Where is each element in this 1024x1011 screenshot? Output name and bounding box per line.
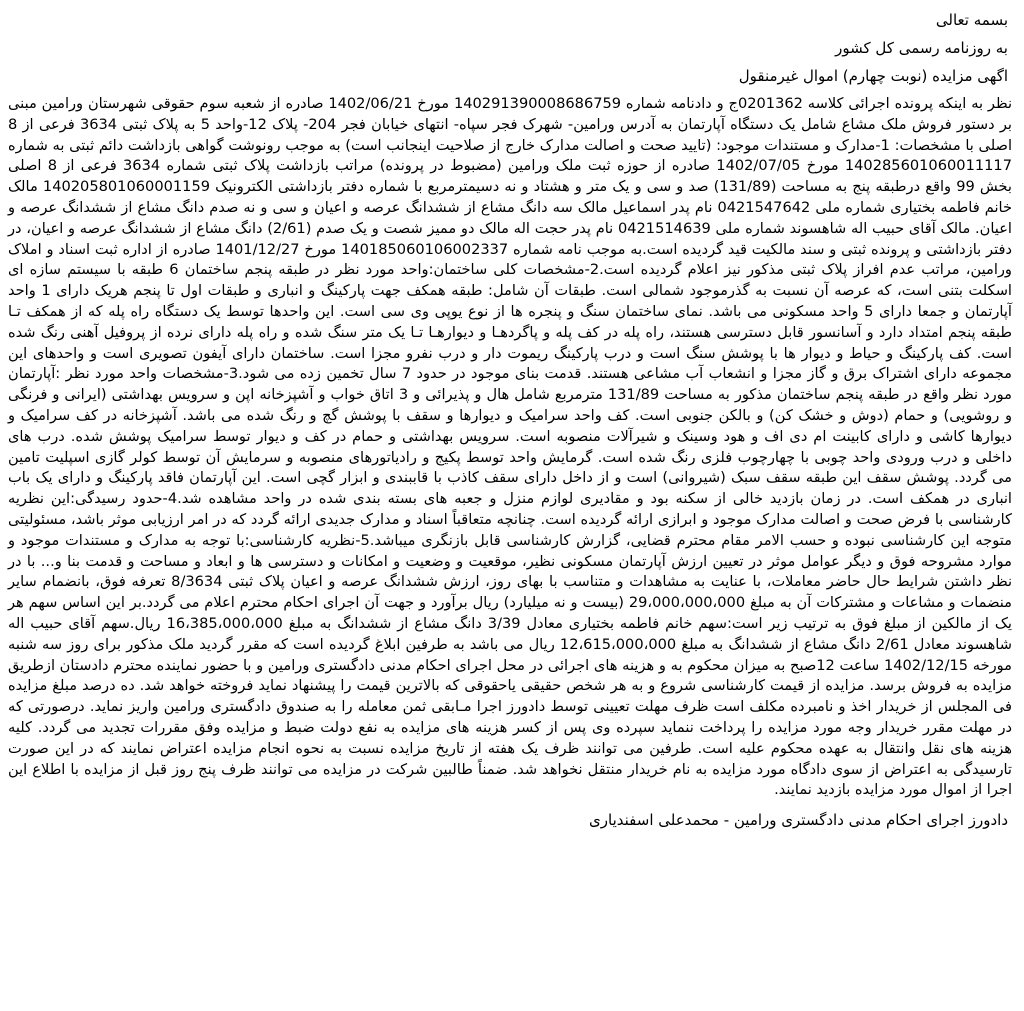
notice-body-text: نظر به اینکه پرونده اجرائی کلاسه 0201362ج و دادنامه شماره 140291390008686759 مورخ 1402/06/21 صادره از شعبه سوم حقوقی شهرستان ورامین مبنی بر دستور فروش ملک مشاع شامل یک دستگاه آپارتمان به آدرس ورامین- شهرک فجر سپاه- انتهای خیابان فجر 204- پلاک 12-واحد 5 به پلاک ثبتی 3634 فرعی از 8 اصلی با مشخصات: 1-مدارک و مستندات موجود: (تایید صحت و اصالت مدارک خارج از صلاحیت اینجانب است) به موجب رونوشت گواهی بازداشت دائم ثبتی به شماره 140285601060011117 مورخ 1402/07/05 صادره از حوزه ثبت ملک ورامین (مضبوط در پرونده) مراتب بازداشت پلاک ثبتی شماره 3634 فرعی از 8 اصلی بخش 99 واقع درطبقه پنج به مساحت (131/89) صد و سی و یک متر و هشتاد و نه دسیمترمربع با شماره دفتر بازداشتی الکترونیک 140205801060001159 مالک خانم فاطمه بختیاری شماره ملی 0421547642 نام پدر اسماعیل مالک سه دانگ مشاع از ششدانگ عرصه و اعیان و سی و نه صدم دانگ مشاع از ششدانگ عرصه و اعیان. مالک آقای حبیب اله شاهسوند شماره ملی 0421514639 نام پدر حجت اله مالک دو ممیز شصت و یک صدم (2/61) دانگ مشاع از ششدانگ عرصه و اعیان، در دفتر بازداشتی و پرونده ثبتی و سند مالکیت قید گردیده است.به موجب نامه شماره 140185060106002337 مورخ 1401/12/27 صادره از اداره ثبت اسناد و املاک ورامین، مراتب عدم افراز پلاک ثبتی مذکور نیز اعلام گردیده است.2-مشخصات کلی ساختمان:واحد مورد نظر در طبقه پنجم ساختمان 6 طبقه با سیستم سازه ای اسکلت بتنی است، که عرصه آن نسبت به گذرموجود شمالی است. طبقات آن شامل: طبقه همکف جهت پارکینگ و انباری و طبقات اول تا پنجم هریک دارای 1 واحد آپارتمان و جمعا دارای 5 واحد مسکونی می باشد. نمای ساختمان سنگ و پنجره ها از نوع یوپی وی سی است. این واحدها توسط یک دستگاه راه پله که از همکف تـا طبقه پنجم امتداد دارد و آسانسور قابل دسترسی هستند، راه پله در کف پله و پاگردهـا و دیوارهـا تـا یک متر سنگ شده و راه پله دارای نرده از پروفیل آهنی رنگ شده است. کف پارکینگ و حیاط و دیوار ها با پوشش سنگ است و درب پارکینگ ریموت دار و درب نفرو مجزا است. ساختمان دارای آیفون تصویری است و واحدهای این مجموعه دارای اشتراک برق و گاز مجزا و انشعاب آب مشاعی هستند. قدمت بنای موجود در حدود 7 سال تخمین زده می شود.3-مشخصات واحد مورد نظر :آپارتمان مورد نظر واقع در طبقه پنجم ساختمان مذکور به مساحت 131/89 مترمربع شامل هال و پذیرائی و 3 اتاق خواب و آشپزخانه اپن و سرویس بهداشتی (ایرانی و فرنگی و روشویی) و حمام (دوش و خشک کن) و بالکن جنوبی است. کف واحد سرامیک و دیوارها و سقف با پوشش گچ و رنگ شده می باشد. آشپزخانه در کف سرامیک و دیوارها کاشی و دارای کابینت ام دی اف و هود وسینک و شیرآلات منصوبه است. سرویس بهداشتی و حمام در کف و دیوار توسط سرامیک پوشش شده. درب های داخلی و درب ورودی واحد چوبی با چهارچوب فلزی رنگ شده است. گرمایش واحد توسط پکیج و رادیاتورهای منصوبه و سرمایش آن توسط کولر گازی اسپلیت تامین می گردد. پوشش سقف این طبقه سقف سبک (شیروانی) است و از داخل دارای سقف کاذب با قاببندی و ابزار گچی است. این آپارتمان فاقد پارکینگ و دارای یک باب انباری در همکف است. در زمان بازدید خالی از سکنه بود و مقادیری لوازم منزل و جعبه های بسته بندی شده در واحد مشاهده شد.4-حدود رسیدگی:این نظریه کارشناسی با فرض صحت و اصالت مدارک موجود و ابرازی ارائه گردیده است. چنانچه متعاقباً اسناد و مدارک جدیدی ارائه گردد که در امر ارزیابی موثر باشد، مسئولیتی متوجه این کارشناسی نبوده و حسب الامر مقام محترم قضایی، گزارش کارشناسی قابل بازنگری میباشد.5-نظریه کارشناسی:با توجه به مدارک و مستندات موجود و موارد مشروحه فوق و دیگر عوامل موثر در تعیین ارزش آپارتمان مسکونی نظیر، موقعیت و وضعیت و امکانات و دسترسی ها و ابعاد و مساحت و قدمت بنا و... با در نظر داشتن شرایط حال حاضر معاملات، با عنایت به مشاهدات و متناسب با بهای روز، ارزش ششدانگ عرصه و اعیان پلاک ثبتی 8/3634 تعرفه فوق، بانضمام سایر منضمات و مشاعات و مشترکات آن به مبلغ 29،000،000،000 (بیست و نه میلیارد) ریال برآورد و جهت آن اجرای احکام محترم اعلام می گردد.بر این اساس سهم هر یک از مالکین از مبلغ فوق به ترتیب زیر است:سهم خانم فاطمه بختیاری معادل 3/39 دانگ مشاع از ششدانگ به مبلغ 16،385،000،000 ریال.سهم آقای حبیب اله شاهسوند معادل 2/61 دانگ مشاع از ششدانگ به مبلغ 12،615،000،000 ریال می باشد به طرفین ابلاغ گردیده است که مقرر گردید ملک مذکور برای روز سه شنبه مورخه 1402/12/15 ساعت 12صبح به میزان محکوم به و هزینه های اجرائی در محل اجرای احکام مدنی دادگستری ورامین و با حضور نماینده محترم دادستان ازطریق مزایده به فروش برسد. مزایده از قیمت کارشناسی شروع و به هر شخص حقیقی یاحقوقی که بالاترین قیمت را پیشنهاد نماید فروخته خواهد شد. ده درصد مبلغ مزایده فی المجلس از خریدار اخذ و نامبرده مکلف است ظرف مهلت تعیینی توسط دادورز اجرا مـابقی ثمن معامله را به صندوق دادگستری ورامین واریز نماید. درصورتی که در مهلت مقرر خریدار وجه مورد مزایده را پرداخت ننماید سپرده وی پس از کسر هزینه های مزایده به نفع دولت ضبط و مزایده وفق مقررات تجدید می گردد. کلیه هزینه های نقل وانتقال به عهده محکوم علیه است. طرفین می توانند ظرف یک هفته از تاریخ مزایده نسبت به نحوه انجام مزایده اعتراض نمایند که در این صورت تارسیدگی به اعتراض از سوی دادگاه مورد مزایده به نام خریدار منتقل نخواهد شد. ضمناً طالبین شرکت در مزایده می توانند ظرف پنج روز قبل از مزایده با اطلاع این اجرا از اموال مورد مزایده بازدید نمایند. xyxy=(8,95,1013,799)
signature-line: دادورز اجرای احکام مدنی دادگستری ورامین - محمدعلی اسفندیاری xyxy=(589,811,1008,830)
invocation-line: بسمه تعالی xyxy=(935,11,1008,29)
notice-title: اگهی مزایده (نوبت چهارم) اموال غیرمنقول xyxy=(738,67,1008,85)
newspaper-line: به روزنامه رسمی کل کشور xyxy=(835,39,1008,57)
